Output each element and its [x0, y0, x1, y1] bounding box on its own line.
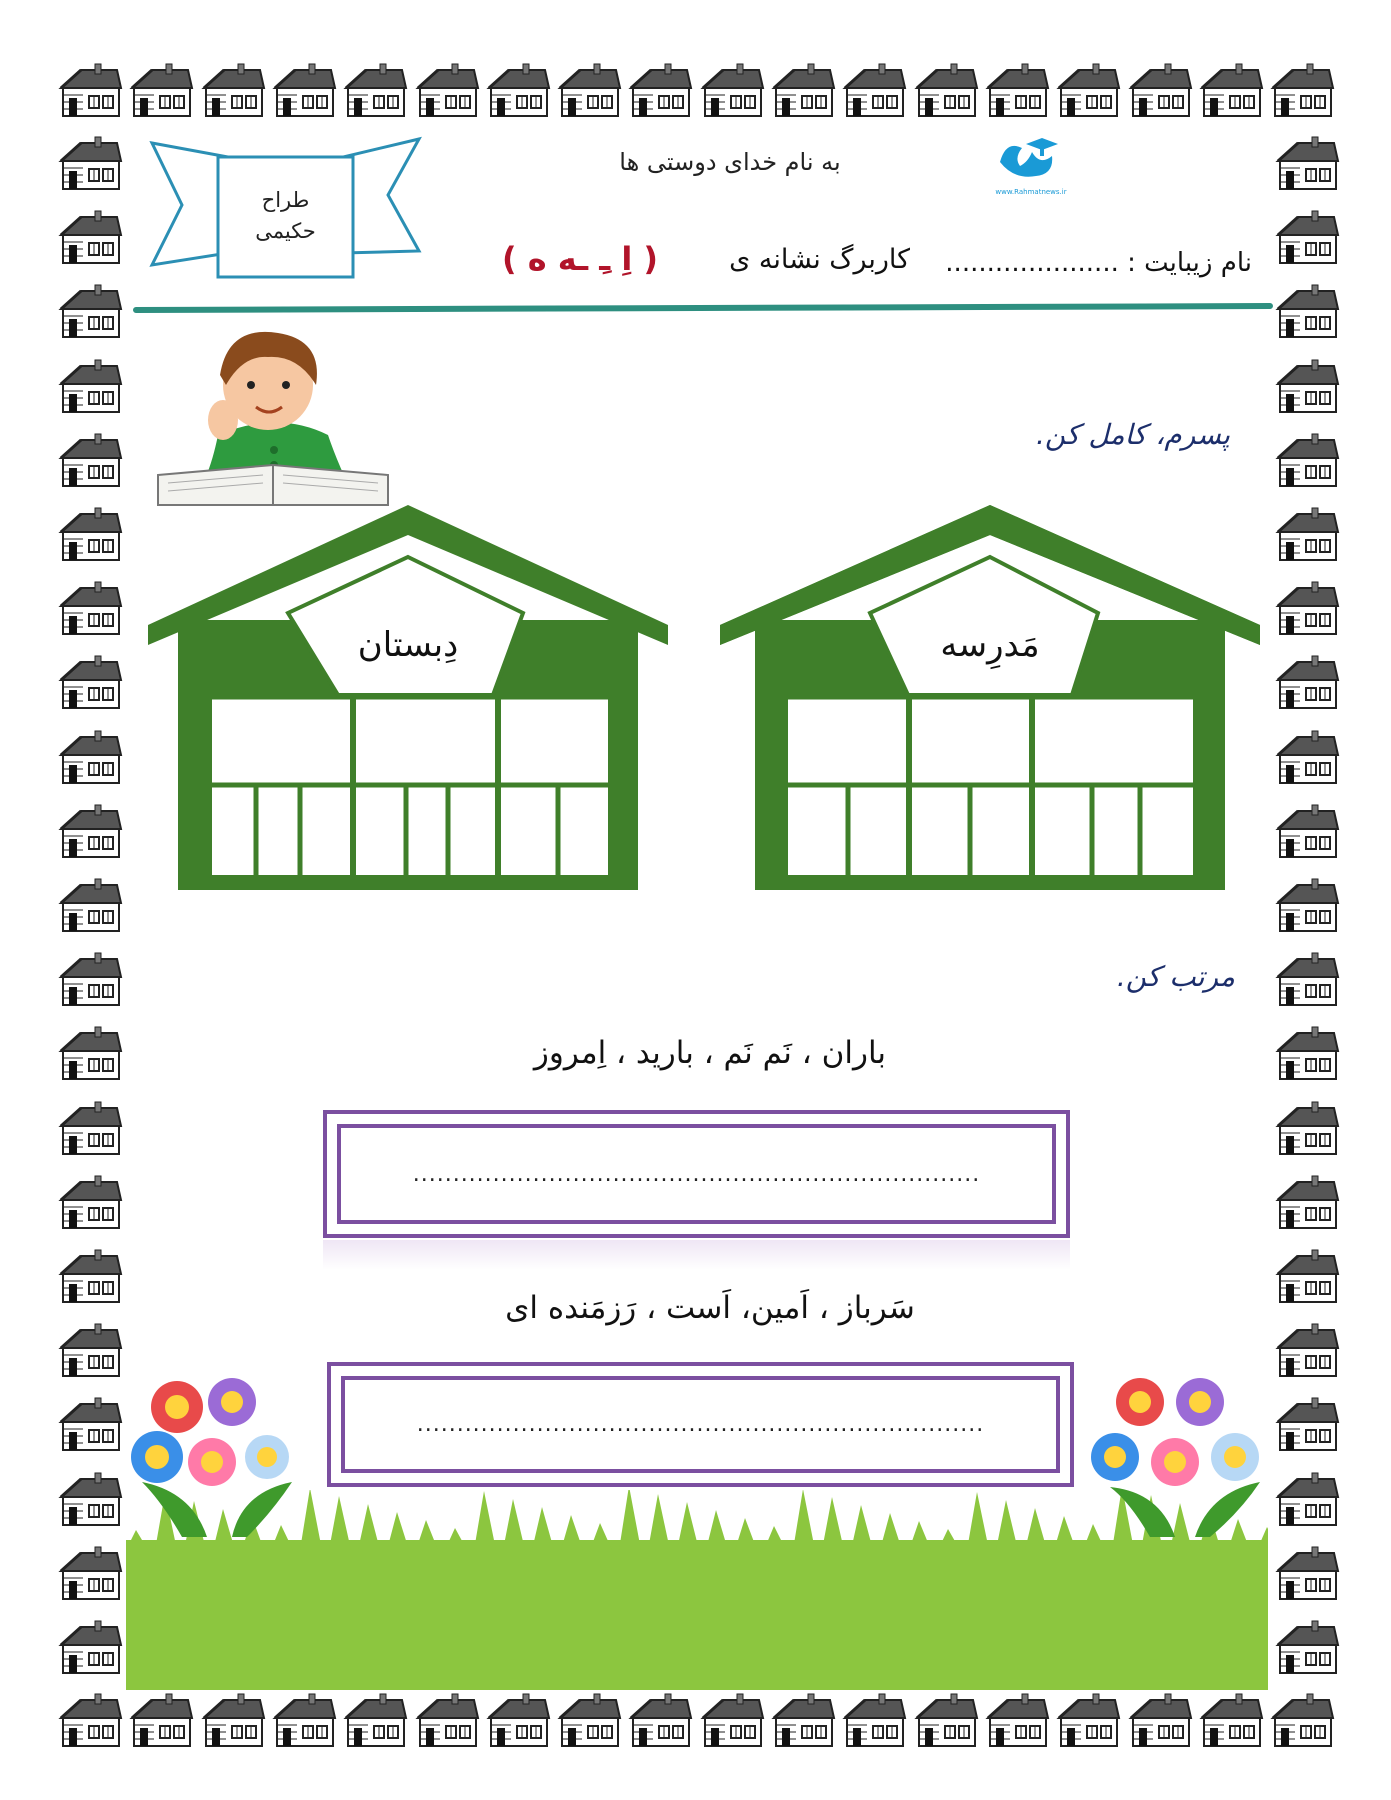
house-border-icon [1125, 62, 1195, 120]
flower-icon [1116, 1378, 1164, 1426]
house-border-icon [55, 1248, 125, 1306]
house-border-icon [1272, 877, 1342, 935]
house-border-icon [697, 1692, 767, 1750]
header-divider [133, 303, 1273, 313]
flower-icon [131, 1431, 183, 1483]
house-border-icon [1272, 432, 1342, 490]
house-border-icon [1272, 358, 1342, 416]
house-border-icon [1272, 1471, 1342, 1529]
house-border-icon [554, 62, 624, 120]
boy-reading-illustration [148, 315, 398, 510]
house-border-icon [1272, 729, 1342, 787]
house-border-icon [1272, 1396, 1342, 1454]
house-border-icon [1272, 1619, 1342, 1677]
house-border-icon [1125, 1692, 1195, 1750]
flower-icon [1151, 1438, 1199, 1486]
house-border-icon [625, 62, 695, 120]
house-border-icon [126, 62, 196, 120]
house-border-icon [269, 1692, 339, 1750]
house-border-icon [55, 1100, 125, 1158]
house-border-icon [1053, 62, 1123, 120]
house-border-icon [198, 1692, 268, 1750]
house-border-icon [625, 1692, 695, 1750]
house-border-icon [982, 1692, 1052, 1750]
house-border-icon [1272, 135, 1342, 193]
house-border-icon [55, 1545, 125, 1603]
instruction-arrange: مرتب کن. [1116, 960, 1235, 993]
scrambled-words-2: سَرباز ، اَمین، اَست ، رَزمَنده ای [505, 1290, 915, 1326]
house-border-icon [768, 1692, 838, 1750]
house-border-icon [55, 1396, 125, 1454]
house-border-icon [911, 1692, 981, 1750]
house-border-icon [55, 729, 125, 787]
house-border-icon [1196, 1692, 1266, 1750]
flower-icon [245, 1435, 289, 1479]
flower-icon [188, 1438, 236, 1486]
house-border-icon [55, 1692, 125, 1750]
house-border-icon [483, 62, 553, 120]
house-border-icon [1272, 951, 1342, 1009]
house-border-icon [1272, 209, 1342, 267]
house-border-icon [554, 1692, 624, 1750]
flowers-illustration-right [1080, 1362, 1280, 1542]
house-border-icon [198, 62, 268, 120]
house-border-icon [1272, 1545, 1342, 1603]
house-border-icon [55, 803, 125, 861]
house-border-icon [768, 62, 838, 120]
logo-url: www.Rahmatnews.ir [995, 188, 1067, 196]
instruction-complete: پسرم، کامل کن. [1035, 418, 1230, 451]
house-border-icon [340, 62, 410, 120]
house-border-icon [55, 877, 125, 935]
designer-name: حکیمی [255, 219, 316, 243]
house-border-icon [55, 62, 125, 120]
word-house-2 [148, 505, 668, 890]
house-border-icon [55, 1619, 125, 1677]
house-border-icon [1272, 654, 1342, 712]
house-border-icon [55, 283, 125, 341]
flowers-illustration-left [122, 1362, 312, 1542]
house-border-icon [55, 135, 125, 193]
house-border-icon [1053, 1692, 1123, 1750]
letter-forms-title: ( اِ ـِ ـه ه ) [501, 240, 659, 278]
house-border-icon [55, 1174, 125, 1232]
house-border-icon [839, 1692, 909, 1750]
house-border-icon [55, 358, 125, 416]
scrambled-words-1: باران ، نَم نَم ، بارید ، اِمروز [533, 1035, 887, 1071]
house-border-icon [697, 62, 767, 120]
house-border-icon [982, 62, 1052, 120]
house-border-icon [1196, 62, 1266, 120]
house-border-icon [1272, 1025, 1342, 1083]
flower-icon [151, 1381, 203, 1433]
house-border-icon [1272, 1174, 1342, 1232]
word-house-1 [720, 505, 1260, 890]
house-border-icon [1272, 283, 1342, 341]
answer-line-1[interactable]: ....................................................................... [412, 1162, 981, 1187]
student-name-field[interactable]: نام زیبایت : ..................... [945, 248, 1252, 278]
house-border-icon [126, 1692, 196, 1750]
answer-box-1[interactable] [323, 1110, 1070, 1238]
house-border-icon [1267, 62, 1337, 120]
flower-icon [1176, 1378, 1224, 1426]
house-border-icon [55, 654, 125, 712]
house-border-icon [1272, 1248, 1342, 1306]
flower-icon [1211, 1433, 1259, 1481]
house-border-icon [55, 1025, 125, 1083]
word-label-2: دِبستان [357, 625, 459, 665]
house-border-icon [55, 506, 125, 564]
worksheet-label: کاربرگ نشانه ی [729, 244, 910, 275]
house-border-icon [1272, 1100, 1342, 1158]
page-title: به نام خدای دوستی ها [619, 148, 841, 176]
house-border-icon [55, 1322, 125, 1380]
house-border-icon [1272, 1322, 1342, 1380]
house-border-icon [55, 951, 125, 1009]
house-border-icon [412, 1692, 482, 1750]
designer-label: طراح [261, 188, 310, 212]
answer-line-2[interactable]: ....................................................................... [416, 1412, 985, 1437]
house-border-icon [412, 62, 482, 120]
answer-box-1-reflection [323, 1240, 1070, 1270]
house-border-icon [911, 62, 981, 120]
word-label-1: مَدرِسه [940, 625, 1040, 665]
house-border-icon [55, 1471, 125, 1529]
house-border-icon [839, 62, 909, 120]
house-border-icon [1272, 803, 1342, 861]
answer-box-2[interactable] [327, 1362, 1074, 1487]
designer-banner [148, 135, 423, 285]
house-border-icon [55, 432, 125, 490]
house-border-icon [1272, 580, 1342, 638]
house-border-icon [269, 62, 339, 120]
house-border-icon [1272, 506, 1342, 564]
flower-icon [1091, 1433, 1139, 1481]
house-border-icon [1267, 1692, 1337, 1750]
house-border-icon [55, 580, 125, 638]
flower-icon [208, 1378, 256, 1426]
house-border-icon [340, 1692, 410, 1750]
house-border-icon [55, 209, 125, 267]
site-logo [992, 132, 1070, 200]
house-border-icon [483, 1692, 553, 1750]
